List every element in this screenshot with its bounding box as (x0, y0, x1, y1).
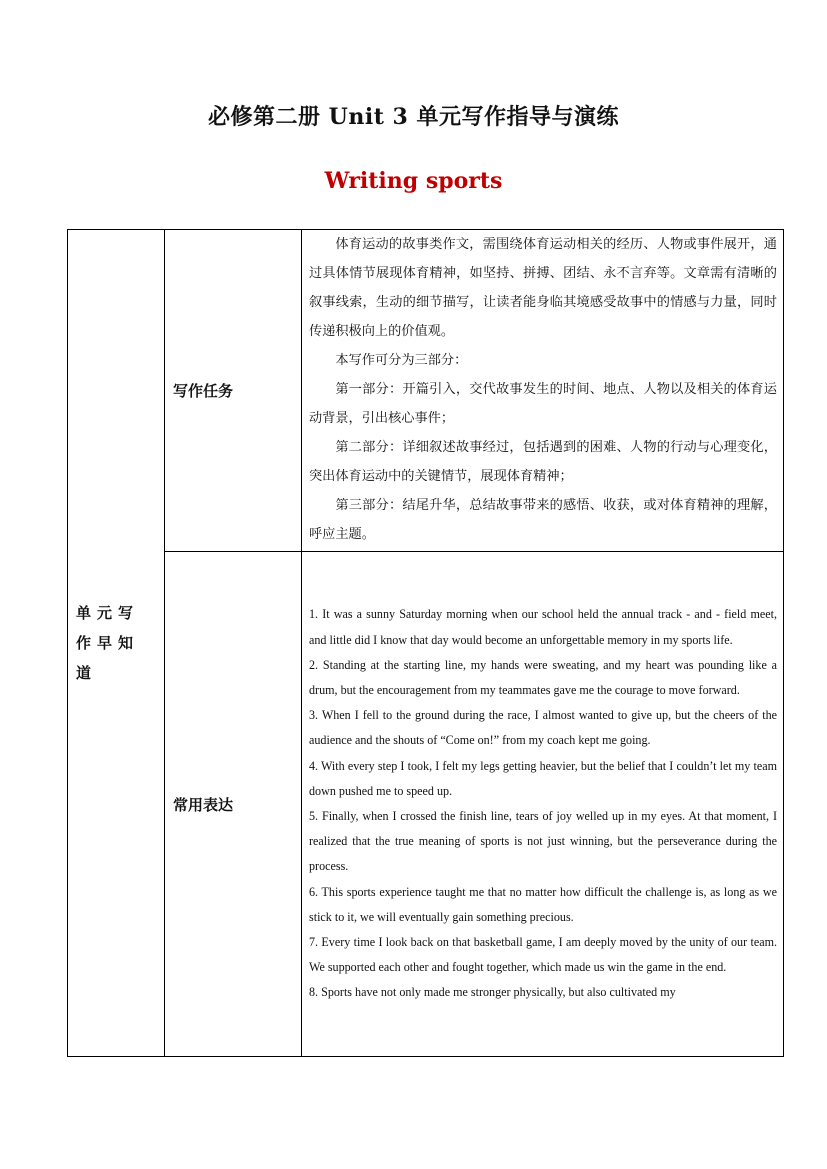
task-paragraph: 第二部分：详细叙述故事经过，包括遇到的困难、人物的行动与心理变化，突出体育运动中的关键情节，展现体育精神； (309, 440, 777, 484)
task-row (68, 230, 784, 552)
writing-guide-table (67, 229, 784, 1057)
task-content-cell (302, 230, 784, 552)
task-paragraph: 本写作可分为三部分： (335, 353, 468, 368)
expression-item: 6. This sports experience taught me that no matter how difficult the challenge is, as long as we stick to it, we will eventually gain something precious. (309, 884, 777, 924)
expressions-content-cell (302, 552, 784, 1057)
expressions-label: 常用表达 (173, 795, 234, 814)
expression-item: 4. With every step I took, I felt my legs getting heavier, but the belief that I couldn’t let my team down pushed me to speed up. (309, 758, 777, 798)
page-subtitle: Writing sports (324, 168, 503, 194)
expressions-row (68, 552, 784, 1057)
task-label-cell (165, 230, 302, 552)
expression-item: 5. Finally, when I crossed the finish line, tears of joy welled up in my eyes. At that moment, I realized that the true meaning of sports is not just winning, but the perseverance during the process. (309, 809, 777, 874)
expression-item: 8. Sports have not only made me stronger physically, but also cultivated my (309, 985, 676, 1000)
task-paragraph: 第一部分：开篇引入，交代故事发生的时间、地点、人物以及相关的体育运动背景，引出核心事件； (309, 382, 777, 426)
task-label: 写作任务 (173, 382, 234, 400)
section-label: 单元写作早知道 (76, 604, 140, 682)
expression-item: 7. Every time I look back on that basketball game, I am deeply moved by the unity of our team. We supported each other and fought together, which made us win the game in the end. (309, 935, 777, 975)
expression-item: 2. Standing at the starting line, my hands were sweating, and my heart was pounding like a drum, but the encouragement from my teammates gave me the courage to move forward. (309, 657, 777, 697)
task-paragraph: 体育运动的故事类作文，需围绕体育运动相关的经历、人物或事件展开，通过具体情节展现体育精神，如坚持、拼搏、团结、永不言弃等。文章需有清晰的叙事线索，生动的细节描写，让读者能身临其境感受故事中的情感与力量，同时传递积极向上的价值观。 (309, 237, 777, 339)
section-label-cell (68, 230, 165, 1057)
expressions-label-cell (165, 552, 302, 1057)
expression-item: 1. It was a sunny Saturday morning when our school held the annual track - and - field meet, and little did I know that day would become an unforgettable memory in my sports life. (309, 607, 777, 647)
expression-item: 3. When I fell to the ground during the race, I almost wanted to give up, but the cheers of the audience and the shouts of “Come on!” from my coach kept me going. (309, 708, 777, 748)
page-title: 必修第二册 Unit 3 单元写作指导与演练 (208, 104, 619, 130)
task-paragraph: 第三部分：结尾升华，总结故事带来的感悟、收获，或对体育精神的理解，呼应主题。 (309, 498, 777, 542)
